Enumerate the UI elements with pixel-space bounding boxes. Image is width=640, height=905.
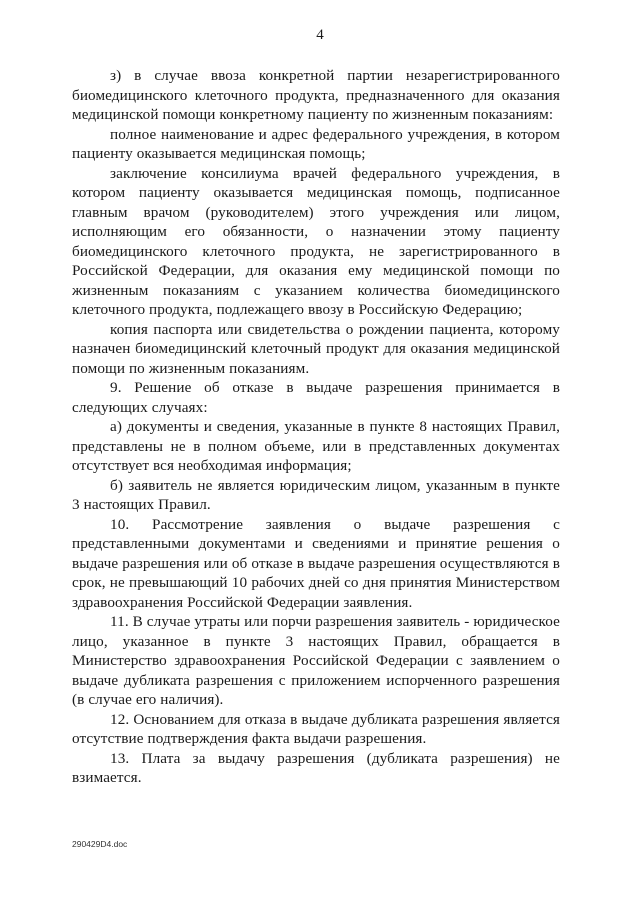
paragraph-12: 12. Основанием для отказа в выдаче дубликата разрешения является отсутствие подтверждения факта выдачи разрешения. [72, 710, 560, 747]
paragraph-10: 10. Рассмотрение заявления о выдаче разрешения с представленными документами и сведениями и принятие решения о выдаче разрешения или об отказе в выдаче разрешения осуществляются в срок, не превышающий 10 рабочих дней со дня принятия Министерством здравоохранения Российской Федерации заявления. [72, 515, 560, 611]
paragraph-9: 9. Решение об отказе в выдаче разрешения принимается в следующих случаях: [72, 379, 560, 416]
paragraph-institution-name: полное наименование и адрес федерального учреждения, в котором пациенту оказывается медицинская помощь; [72, 125, 560, 162]
paragraph-passport-copy: копия паспорта или свидетельства о рождении пациента, которому назначен биомедицинский клеточный продукт для оказания медицинской помощи по жизненным показаниям. [72, 320, 560, 377]
paragraph-13: 13. Плата за выдачу разрешения (дубликата разрешения) не взимается. [72, 749, 560, 786]
paragraph-9a: а) документы и сведения, указанные в пункте 8 настоящих Правил, представлены не в полном объеме, или в представленных документах отсутствует вся необходимая информация; [72, 418, 560, 474]
file-name-footer: 290429D4.doc [72, 839, 128, 849]
paragraph-9b: б) заявитель не является юридическим лицом, указанным в пункте 3 настоящих Правил. [72, 476, 560, 513]
document-body [72, 66, 560, 788]
paragraph-11: 11. В случае утраты или порчи разрешения заявитель - юридическое лицо, указанное в пункте 3 настоящих Правил, обращается в Министерство здравоохранения Российской Федерации с заявлением о выдаче дубликата разрешения с приложением испорченного разрешения (в случае его наличия). [72, 613, 560, 708]
paragraph-council-conclusion: заключение консилиума врачей федерального учреждения, в котором пациенту оказывается медицинская помощь, подписанное главным врачом (руководителем) этого учреждения или лицом, исполняющим его обязанности, о назначении этому пациенту биомедицинского клеточного продукта, не зарегистрированного в Российской Федерации, для оказания ему медицинской помощи по жизненным показаниям с указанием количества биомедицинского клеточного продукта, подлежащего ввозу в Российскую Федерацию; [72, 164, 560, 318]
page-number: 4 [316, 27, 324, 43]
paragraph-z: з) в случае ввоза конкретной партии незарегистрированного биомедицинского клеточного продукта, предназначенного для оказания медицинской помощи конкретному пациенту по жизненным показаниям: [72, 67, 560, 123]
